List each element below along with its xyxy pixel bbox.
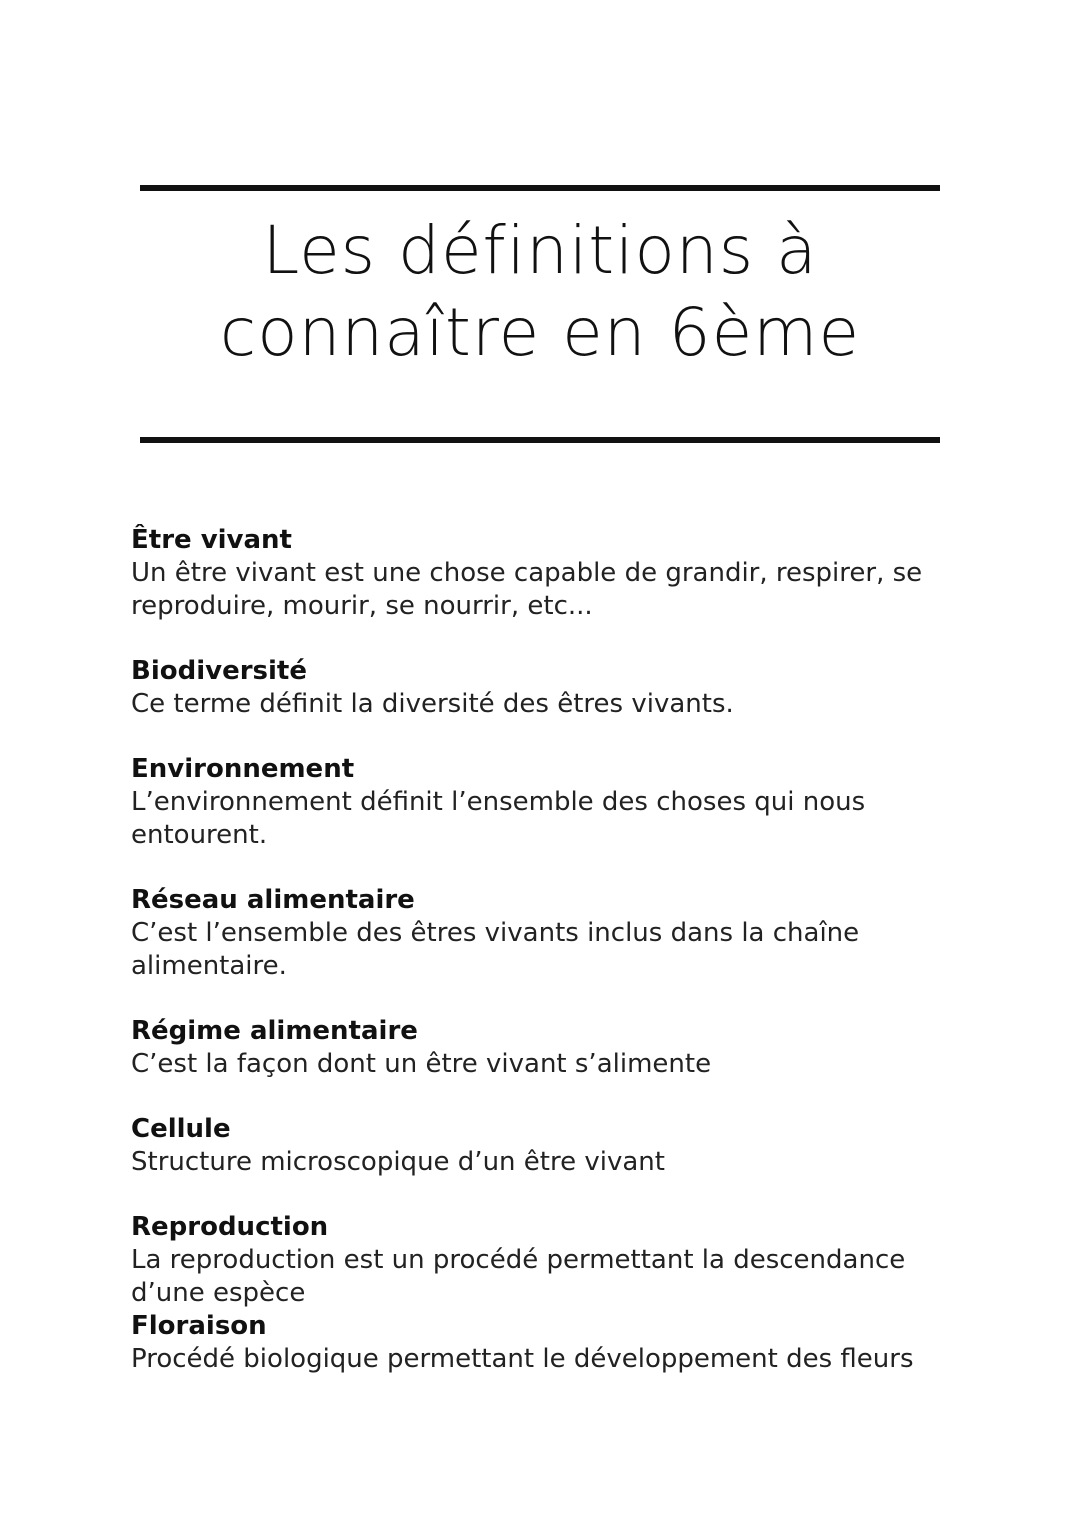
definition-text: C’est l’ensemble des êtres vivants inclus dans la chaîne alimentaire.: [131, 918, 860, 981]
definition-item: [131, 1015, 951, 1081]
definition-term: Être vivant: [131, 525, 292, 555]
definition-term: Environnement: [131, 754, 355, 784]
definition-text: L’environnement définit l’ensemble des choses qui nous entourent.: [131, 787, 866, 850]
top-divider: [140, 185, 940, 191]
definition-text: C’est la façon dont un être vivant s’alimente: [131, 1049, 712, 1079]
definition-item: [131, 753, 951, 852]
title-line-1: Les définitions à: [262, 212, 818, 289]
definition-text: La reproduction est un procédé permettant la descendance d’une espèce: [131, 1245, 906, 1308]
definitions-list: [131, 524, 951, 1376]
definition-item: [131, 1211, 951, 1310]
definition-text: Ce terme définit la diversité des êtres vivants.: [131, 689, 734, 719]
title-line-2: connaître en 6ème: [219, 294, 861, 371]
definition-term: Floraison: [131, 1311, 267, 1341]
definition-text: Un être vivant est une chose capable de grandir, respirer, se reproduire, mourir, se nourrir, etc...: [131, 558, 923, 621]
definition-text: Procédé biologique permettant le développement des fleurs: [131, 1344, 914, 1374]
definition-term: Reproduction: [131, 1212, 329, 1242]
definition-term: Biodiversité: [131, 656, 307, 686]
bottom-divider: [140, 437, 940, 443]
definition-text: Structure microscopique d’un être vivant: [131, 1147, 665, 1177]
definition-item: [131, 655, 951, 721]
definition-item: [131, 1113, 951, 1179]
definition-item: [131, 1310, 951, 1376]
page-title: [0, 210, 1080, 374]
definition-term: Régime alimentaire: [131, 1016, 418, 1046]
definition-term: Cellule: [131, 1114, 231, 1144]
definition-item: [131, 524, 951, 623]
definition-item: [131, 884, 951, 983]
definition-term: Réseau alimentaire: [131, 885, 415, 915]
